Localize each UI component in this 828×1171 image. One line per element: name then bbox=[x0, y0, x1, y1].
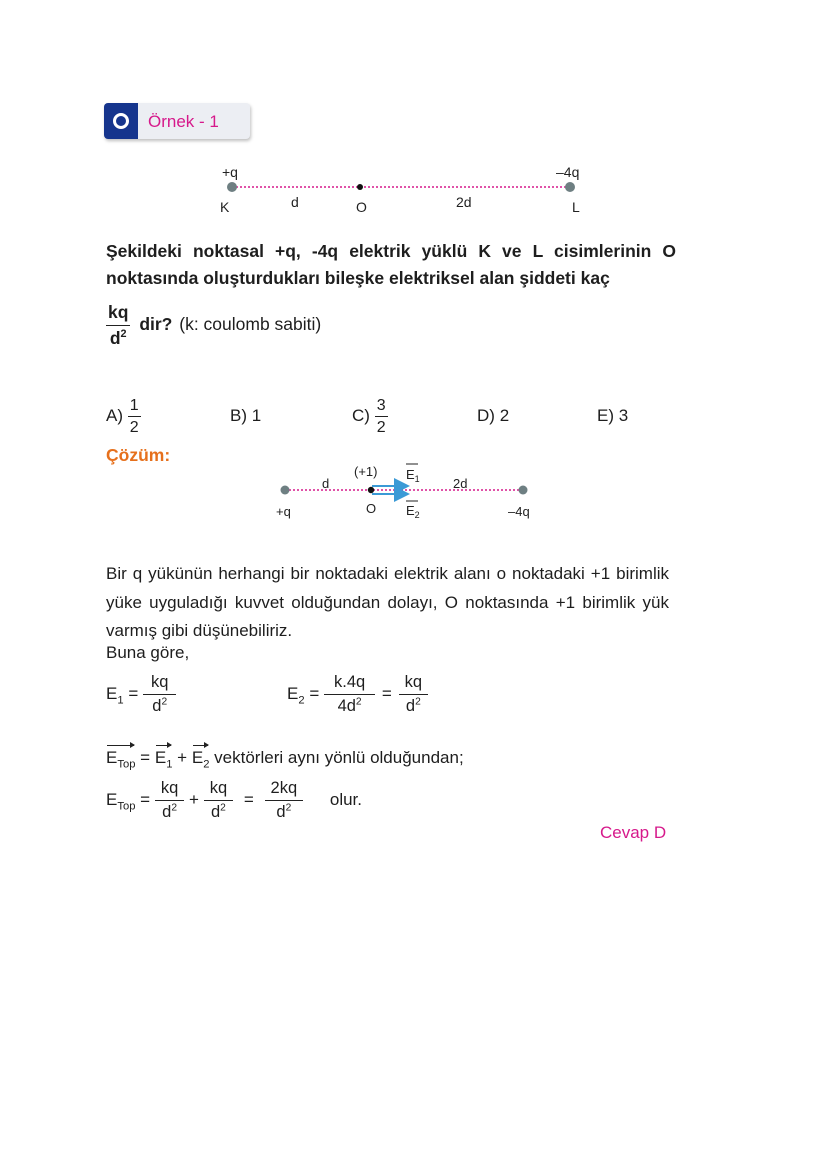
vector-sum-text: vektörleri aynı yönlü olduğundan; bbox=[214, 748, 464, 767]
figure-charges bbox=[200, 160, 600, 220]
option-a-fraction bbox=[128, 397, 141, 436]
total-fraction-1: $\frac{kq}{d^2}$ bbox=[155, 779, 184, 822]
answer-label: Cevap D bbox=[600, 823, 667, 842]
option-a-num: 1 bbox=[128, 397, 141, 417]
e-top-vector: $E_{Top}$ bbox=[106, 748, 136, 771]
unit-den-exp: 2 bbox=[120, 328, 127, 341]
vector-sum-line: $E_{Top} = E_1 + E_2$ vektörleri aynı yönlü olduğundan; bbox=[106, 748, 464, 771]
total-result-fraction: $\frac{2kq}{d^2}$ bbox=[265, 779, 304, 822]
question-text bbox=[106, 238, 676, 292]
option-e-letter: E) bbox=[597, 406, 614, 425]
option-d[interactable] bbox=[477, 396, 509, 436]
option-b-value: 1 bbox=[251, 406, 262, 425]
charge-left-label: +q bbox=[222, 164, 238, 180]
example-badge bbox=[104, 103, 250, 139]
unit-den-base: d bbox=[109, 328, 121, 348]
option-a-letter: A) bbox=[106, 406, 123, 425]
question-tail: dir? bbox=[139, 314, 173, 335]
solution-title: Çözüm: bbox=[106, 445, 171, 465]
e2-vector: $E_2$ bbox=[191, 748, 210, 771]
equation-e2: $E_2$ = $\frac{k.4q}{4d^2}$ = $\frac{kq}{d^2}$ bbox=[287, 673, 428, 716]
point-o-dot bbox=[357, 184, 363, 190]
option-c[interactable] bbox=[352, 396, 388, 436]
e2-lhs: $E_2$ bbox=[287, 683, 305, 707]
solution-plusq-label: +q bbox=[276, 504, 291, 519]
label-k: K bbox=[220, 199, 230, 215]
total-fraction-2: $\frac{kq}{d^2}$ bbox=[204, 779, 233, 822]
e2-fraction-1: $\frac{k.4q}{4d^2}$ bbox=[324, 673, 375, 716]
charge-l-dot bbox=[565, 182, 575, 192]
option-b-letter: B) bbox=[230, 406, 247, 425]
solution-2d-label: 2d bbox=[453, 476, 468, 491]
unit-fraction bbox=[106, 302, 130, 349]
option-c-num: 3 bbox=[375, 397, 388, 417]
e1-lhs: $E_1$ bbox=[106, 683, 124, 707]
etop-lhs: $E_{Top}$ bbox=[106, 789, 136, 813]
option-c-den: 2 bbox=[376, 419, 386, 437]
label-o: O bbox=[356, 199, 367, 215]
option-c-fraction bbox=[375, 397, 388, 436]
charge-right-label: –4q bbox=[556, 164, 580, 180]
equation-e1: $E_1$ = $\frac{kq}{d^2}$ bbox=[106, 673, 176, 716]
question-line: Şekildeki noktasal +q, -4q elektrik yüklü K ve L cisimlerinin O noktasında oluşturdukları bileşke elektriksel alan şiddeti kaç bbox=[106, 241, 676, 288]
option-b[interactable] bbox=[230, 396, 261, 436]
badge-icon-box bbox=[104, 103, 138, 139]
unit-num: kq bbox=[106, 302, 130, 326]
solution-d-label: d bbox=[322, 476, 330, 491]
label-l: L bbox=[572, 199, 580, 215]
e2-fraction-2: $\frac{kq}{d^2}$ bbox=[399, 673, 428, 716]
example-title: Örnek - 1 bbox=[148, 112, 219, 131]
option-a[interactable] bbox=[106, 396, 141, 436]
option-d-value: 2 bbox=[499, 406, 510, 425]
question-unit-line bbox=[106, 302, 321, 349]
option-c-letter: C) bbox=[352, 406, 370, 425]
solution-minus4q-dot bbox=[519, 486, 528, 495]
equation-total: $E_{Top}$ = $\frac{kq}{d^2}$ + $\frac{kq}{d^2}$ = $\frac{2kq}{d^2}$ olur. bbox=[106, 779, 363, 821]
e2-label: $E_2$ bbox=[406, 503, 420, 520]
e1-fraction: $\frac{kq}{d^2}$ bbox=[143, 673, 176, 716]
question-note: (k: coulomb sabiti) bbox=[179, 314, 322, 335]
solution-plusq-dot bbox=[281, 486, 290, 495]
total-tail: olur. bbox=[329, 789, 363, 809]
solution-paragraph: Bir q yükünün herhangi bir noktadaki elektrik alanı o noktadaki +1 birimlik yüke uyguladığı kuvvet olduğundan dolayı, O noktasında +1 birimlik yük varmış gibi düşünebiliriz. bbox=[106, 564, 669, 640]
solution-o-dot bbox=[368, 487, 374, 493]
figure-solution bbox=[270, 455, 560, 525]
charge-k-dot bbox=[227, 182, 237, 192]
ring-icon bbox=[113, 113, 129, 129]
solution-minus4q-label: –4q bbox=[508, 504, 530, 519]
option-e[interactable] bbox=[597, 396, 628, 436]
unit-den bbox=[106, 326, 130, 349]
solution-o-label: O bbox=[366, 501, 377, 516]
unit-charge-label: (+1) bbox=[354, 464, 378, 479]
option-a-den: 2 bbox=[129, 419, 139, 437]
option-d-letter: D) bbox=[477, 406, 495, 425]
buna-gore: Buna göre, bbox=[106, 643, 190, 662]
e1-vector: $E_1$ bbox=[154, 748, 173, 771]
option-e-value: 3 bbox=[618, 406, 629, 425]
e1-label: $E_1$ bbox=[406, 467, 420, 484]
label-d: d bbox=[291, 194, 299, 210]
label-2d: 2d bbox=[456, 194, 472, 210]
